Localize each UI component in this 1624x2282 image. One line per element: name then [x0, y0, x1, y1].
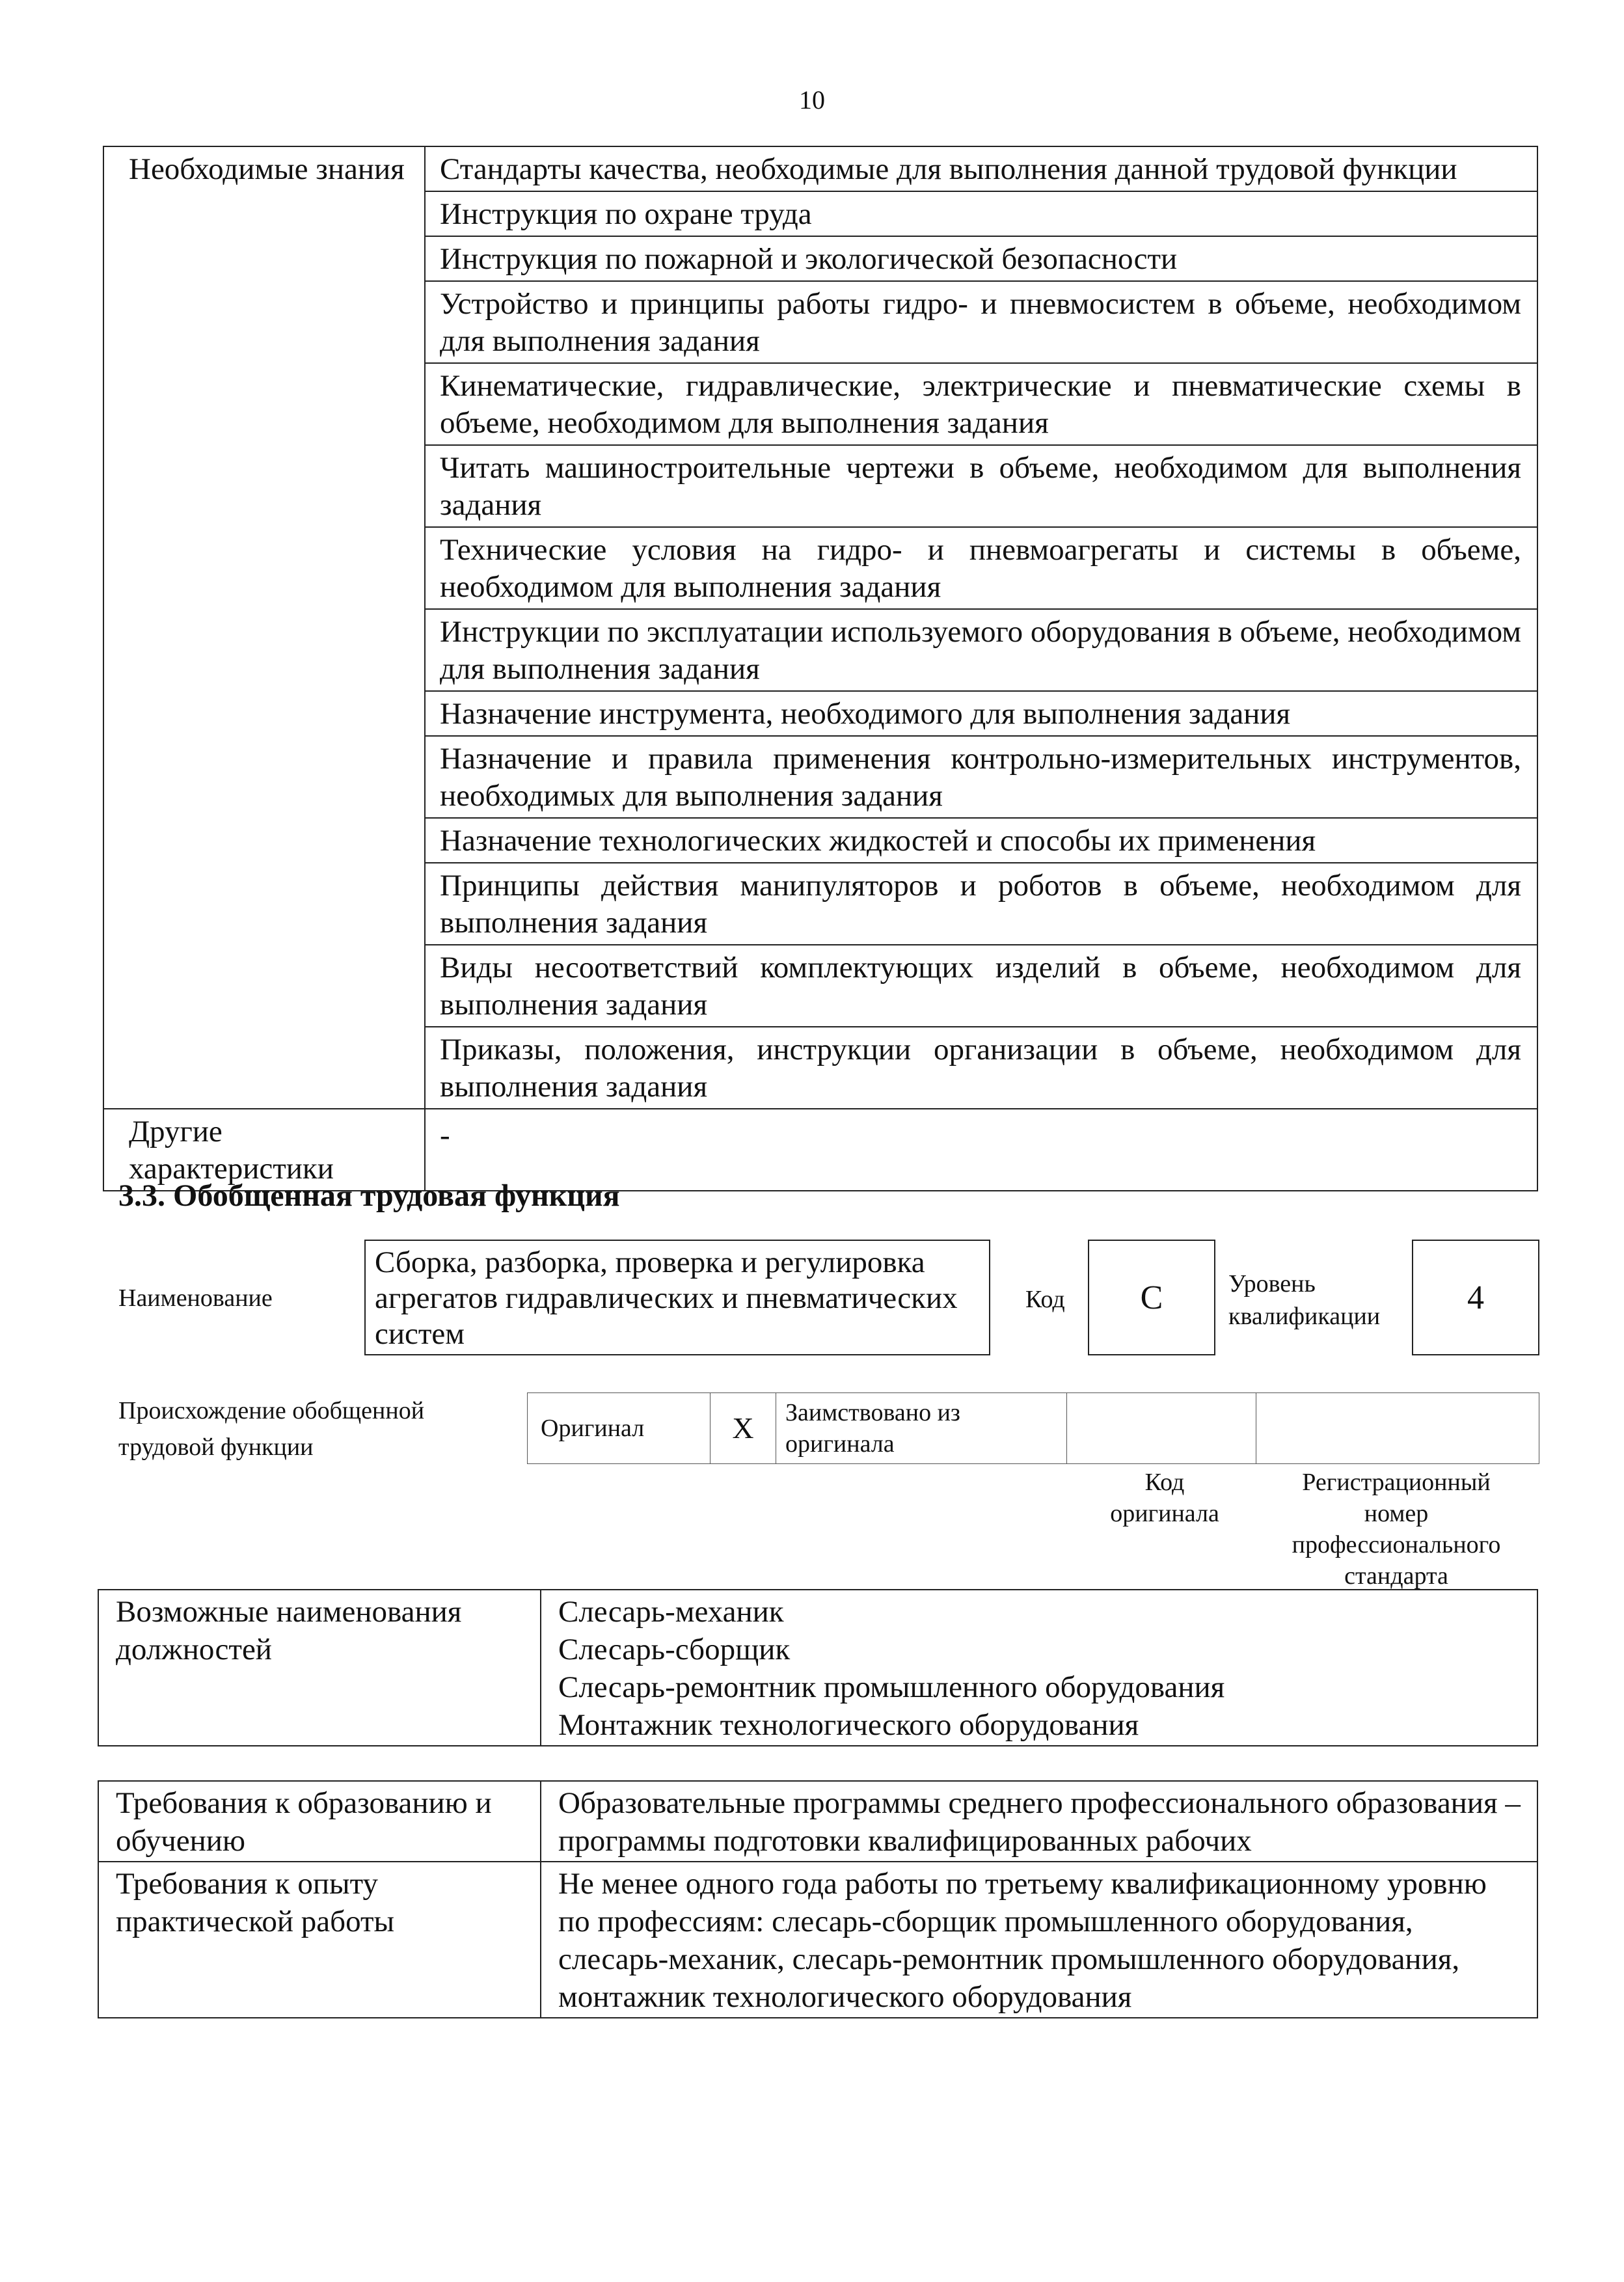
table-row — [98, 1781, 1537, 1862]
positions-table — [98, 1589, 1538, 1746]
position-item: Слесарь-ремонтник промышленного оборудования — [558, 1670, 1225, 1704]
table-row — [103, 146, 1537, 191]
original-mark: X — [710, 1393, 776, 1464]
knowledge-item: Инструкции по эксплуатации используемого оборудования в объеме, необходимом для выполнения задания — [425, 609, 1537, 691]
original-code-caption: Код оригинала — [1110, 1469, 1219, 1527]
position-item: Слесарь-сборщик — [558, 1633, 791, 1666]
positions-label: Возможные наименования должностей — [98, 1590, 541, 1746]
knowledge-table — [103, 146, 1538, 1191]
knowledge-item: Назначение инструмента, необходимого для выполнения задания — [425, 691, 1537, 736]
knowledge-item: Инструкция по пожарной и экологической безопасности — [425, 236, 1537, 281]
knowledge-item: Кинематические, гидравлические, электрические и пневматические схемы в объеме, необходимом для выполнения задания — [425, 363, 1537, 445]
knowledge-label: Необходимые знания — [103, 146, 425, 1109]
registration-number-cell — [1256, 1393, 1539, 1464]
table-row — [98, 1862, 1537, 2018]
original-label: Оригинал — [528, 1393, 710, 1464]
registration-number-caption: Регистрационный номер профессионального стандарта — [1292, 1469, 1501, 1590]
section-title: 3.3. Обобщенная трудовая функция — [118, 1178, 620, 1213]
code-box: С — [1088, 1240, 1215, 1355]
name-label: Наименование — [118, 1284, 273, 1312]
qualification-level-box: 4 — [1412, 1240, 1539, 1355]
other-characteristics-label: Другие характеристики — [103, 1109, 425, 1191]
original-code-cell — [1067, 1393, 1256, 1464]
knowledge-item: Приказы, положения, инструкции организации в объеме, необходимом для выполнения задания — [425, 1027, 1537, 1109]
table-row — [98, 1590, 1537, 1746]
requirements-table — [98, 1780, 1538, 2018]
knowledge-item: Виды несоответствий комплектующих изделий в объеме, необходимом для выполнения задания — [425, 945, 1537, 1027]
position-item: Монтажник технологического оборудования — [558, 1708, 1139, 1742]
experience-label: Требования к опыту практической работы — [98, 1862, 541, 2018]
knowledge-item: Назначение технологических жидкостей и способы их применения — [425, 818, 1537, 863]
page-number: 10 — [799, 85, 825, 115]
function-name-box: Сборка, разборка, проверка и регулировка агрегатов гидравлических и пневматических систем — [364, 1240, 990, 1355]
knowledge-item: Технические условия на гидро- и пневмоагрегаты и системы в объеме, необходимом для выполнения задания — [425, 527, 1537, 609]
code-label: Код — [1025, 1286, 1065, 1313]
other-characteristics-value: - — [425, 1109, 1537, 1191]
knowledge-item: Читать машиностроительные чертежи в объеме, необходимом для выполнения задания — [425, 445, 1537, 527]
education-value: Образовательные программы среднего профессионального образования – программы подготовки квалифицированных рабочих — [541, 1781, 1537, 1862]
education-label: Требования к образованию и обучению — [98, 1781, 541, 1862]
knowledge-item: Назначение и правила применения контрольно-измерительных инструментов, необходимых для выполнения задания — [425, 736, 1537, 818]
position-item: Слесарь-механик — [558, 1595, 784, 1629]
knowledge-item: Принципы действия манипуляторов и роботов в объеме, необходимом для выполнения задания — [425, 863, 1537, 945]
origin-table — [527, 1392, 1539, 1464]
table-row — [528, 1393, 1539, 1464]
experience-value: Не менее одного года работы по третьему квалификационному уровню по профессиям: слесарь-сборщик промышленного оборудования, слесарь-механик, слесарь-ремонтник промышленного оборудования, монтажник технологического оборудования — [541, 1862, 1537, 2018]
knowledge-item: Инструкция по охране труда — [425, 191, 1537, 236]
qualification-level-label: Уровень квалификации — [1228, 1270, 1381, 1330]
knowledge-item: Стандарты качества, необходимые для выполнения данной трудовой функции — [425, 146, 1537, 191]
positions-list — [541, 1590, 1537, 1746]
knowledge-item: Устройство и принципы работы гидро- и пневмосистем в объеме, необходимом для выполнения задания — [425, 281, 1537, 363]
origin-label: Происхождение обобщенной трудовой функции — [118, 1397, 425, 1461]
borrowed-label: Заимствовано из оригинала — [776, 1393, 1067, 1464]
